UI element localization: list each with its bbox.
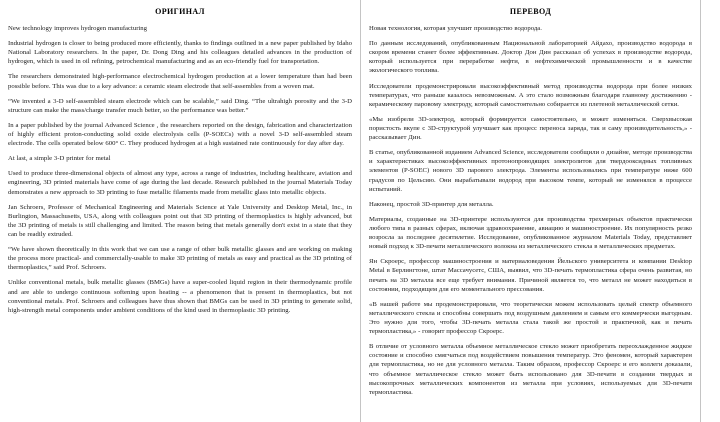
paragraph: «В нашей работе мы продемонстрировали, что теоретически можем использовать целый спектр объемного металлического стекла и способны совершать под воздушным давлением и самым его коммерчески выгодным. Это нужно для того, чтобы 3D-печать металла стала такой же простой и практичной, как и печать термопластика,» - говорит профессор Скроерс. bbox=[369, 300, 692, 336]
paragraph: По данным исследований, опубликованным Национальной лабораторией Айдахо, производство водорода в скором времени станет более эффективным. Доктор Дон Дин рассказал об успехах в производстве водорода, который используется при переработке нефти, в нефтехимической промышленности и в качестве экологического топлива. bbox=[369, 40, 692, 75]
paragraph: The researchers demonstrated high-performance electrochemical hydrogen production at a lower temperature than had been possible before. This was due to a key advance: a ceramic steam electrode that self-assembles from a woven mat. bbox=[8, 73, 352, 90]
paragraph: New technology improves hydrogen manufacturing bbox=[8, 25, 147, 32]
paragraph: Jan Schroers, Professor of Mechanical Engineering and Materials Science at Yale University and Desktop Metal, Inc., in Burlington, Massachusetts, USA, along with colleagues point out that 3D printing of thermoplastics is highly advanced, but the 3D printing of metals is still challenging and limited. The reason being that metals generally don't exist in a state that they can be readily extruded. bbox=[8, 203, 352, 238]
paragraph: Used to produce three-dimensional objects of almost any type, across a range of industries, including healthcare, aviation and engineering, 3D printed materials have come of age during the last decade. Research published in the journal Materials Today demonstrates a new approach to 3D printing to fuse metallic filaments made from metallic glass into metallic objects. bbox=[8, 170, 352, 196]
translation-text-body bbox=[369, 24, 692, 397]
paragraph: Unlike conventional metals, bulk metallic glasses (BMGs) have a super-cooled liquid region in their thermodynamic profile and are able to undergo continuous softening upon heating -- a phenomenon that is present in thermoplastics, but not conventional metals. Prof. Schroers and colleagues have thus shown that BMGs can be used in 3D printing to generate solid, high-strength metal components under ambient conditions of the kind used in thermoplastic 3D printing. bbox=[8, 279, 352, 314]
original-column-title: ОРИГИНАЛ bbox=[155, 7, 205, 16]
translation-column-title: ПЕРЕВОД bbox=[509, 7, 552, 16]
translation-column bbox=[361, 0, 701, 422]
paragraph: Исследователи продемонстрировали высокоэффективный метод производства водорода при более низких температурах, что раньше казалось невозможным. А это стало возможным благодаря главному достижению - керамическому паровому электроду, который самостоятельно собирается из плетеной металлической сетки. bbox=[369, 82, 692, 108]
paragraph: Новая технология, которая улучшит производство водорода. bbox=[369, 25, 542, 32]
paragraph: In a paper published by the journal Advanced Science , the researchers reported on the design, fabrication and characterization of highly efficient proton-conducting solid oxide electrolysis cells (P-SOECs) with a novel 3-D self-assembled steam electrode. The cells operated below 600° C. They produced hydrogen at a high sustained rate continuously for day after day. bbox=[8, 121, 352, 148]
right-margin-gutter bbox=[701, 0, 720, 422]
paragraph: At last, a simple 3-D printer for metal bbox=[8, 155, 111, 163]
paragraph: Industrial hydrogen is closer to being produced more efficiently, thanks to findings outlined in a new paper published by Idaho National Laboratory researchers. In the paper, Dr. Dong Ding and his colleagues detailed advances in the production of hydrogen, which is used in oil refining, petrochemical manufacturing and as an eco-friendly fuel for transportation. bbox=[8, 40, 352, 66]
paragraph: Материалы, созданные на 3D-принтере используются для производства трехмерных объектов практически любого типа в разных сферах, включая здравоохранение, авиацию и машиностроение. Их популярность резко возросла за последнее десятилетие. Исследование, опубликованное журналом Materials Today, представляет новый подход к 3D-печати металлического волокна из металлического стекла в металлических предметах. bbox=[369, 215, 692, 251]
paragraph: “We invented a 3-D self-assembled steam electrode which can be scalable,” said Ding. “The ultrahigh porosity and the 3-D structure can make the mass/charge transfer much better, so the performance was better.” bbox=[8, 97, 352, 114]
paragraph: “We have shown theoretically in this work that we can use a range of other bulk metallic glasses and are working on making the process more practical- and commercially-usable to make 3D printing of metals as easy and practical as the 3D printing of thermoplastics,” said Prof. Schroers. bbox=[8, 246, 352, 272]
original-text-body bbox=[8, 24, 352, 315]
paragraph: В отличие от условного металла объемное металлическое стекло может приобретать переохлажденное жидкое состояние и способно смягчаться под воздействием повышения температур. Это феномен, который характерен для термопластика, но не для условного металла. Таким образом, профессор Скроерс и его коллеги доказали, что объемное металлическое стекло может быть использовано для 3D-печати в создании твердых и высокопрочных металлических компонентов из металла при условиях, используемых для 3D-печати термопластика. bbox=[369, 343, 692, 396]
paragraph: Ян Скроерс, профессор машиностроения и материаловедения Йельского университета и компании Desktop Metal в Берлингтоне, штат Массачусетс, США, выявил, что 3D-печать термопластика сфера очень развитая, но печать на 3D металла все еще требует внимания. Причиной является то, что металл не может находиться в состоянии, подходящем для его моментального прессования. bbox=[369, 258, 692, 293]
paragraph: Наконец, простой 3D-принтер для металла. bbox=[369, 200, 494, 208]
paragraph: «Мы изобрели 3D-электрод, который формируется самостоятельно, и может изменяться. Сверхвысокая пористость вкупе с 3D-структурой улучшает как процесс переноса заряда, так и саму производительность,» - рассказывает Дин. bbox=[369, 115, 692, 142]
paragraph: В статье, опубликованной изданием Advanced Science, исследователи сообщили о дизайне, методе производства и характеристиках высокоэффективных протонопроводящих электролитов для твердооксидных топливных элементов (P-SOEC) нового 3D парового электрода. Элементы использовались при температуре ниже 600 градусов по Цельсию. Они вырабатывали водород при высоком темпе, который не изменялся в процессе испытаний. bbox=[369, 149, 692, 193]
